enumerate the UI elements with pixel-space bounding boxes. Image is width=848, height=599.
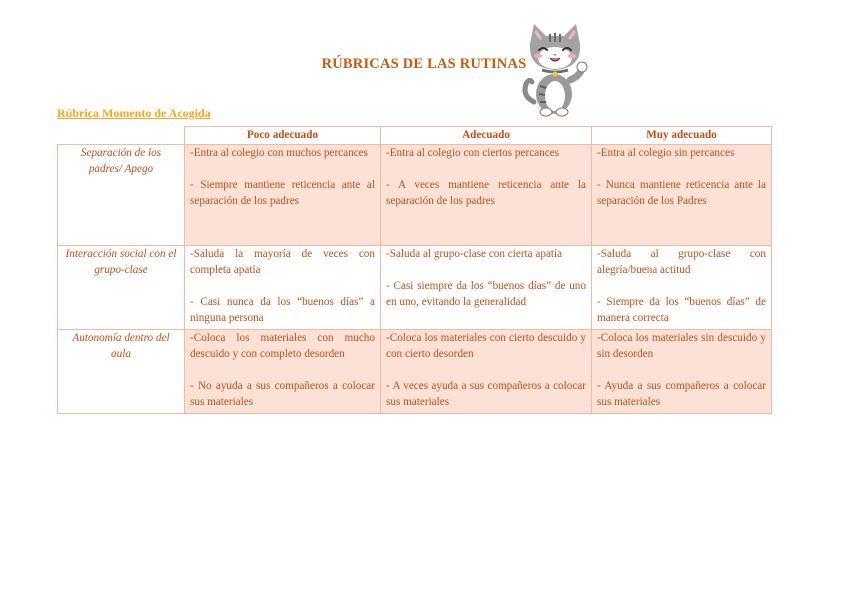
table-cell xyxy=(592,145,772,246)
cell-line: -Saluda al grupo-clase con alegría/buena actitud xyxy=(597,248,766,276)
cell-line: - Casi nunca da los “buenos días” a ninguna persona xyxy=(190,296,375,324)
table-cell xyxy=(592,246,772,330)
table-cell xyxy=(381,330,592,414)
cell-line: -Entra al colegio sin percances xyxy=(597,147,735,159)
criterion-cell: Interacción social con el grupo-clase xyxy=(58,246,185,330)
cell-line: - Siempre da los “buenos días” de manera correcta xyxy=(597,296,766,324)
table-cell xyxy=(185,330,381,414)
table-cell xyxy=(381,145,592,246)
header-muy-adecuado: Muy adecuado xyxy=(592,127,772,145)
cell-line: -Saluda al grupo-clase con cierta apatía xyxy=(386,248,563,260)
cell-line: -Saluda la mayoría de veces con completa apatía xyxy=(190,248,375,276)
cell-line: - A veces ayuda a sus compañeros a colocar sus materiales xyxy=(386,380,586,408)
header-poco-adecuado: Poco adecuado xyxy=(185,127,381,145)
criterion-cell: Autonomía dentro del aula xyxy=(58,330,185,414)
table-row xyxy=(58,246,772,330)
cell-line: - Casi siempre da los “buenos días” de uno en uno, evitando la generalidad xyxy=(386,280,586,308)
table-row xyxy=(58,145,772,246)
section-title: Rúbrica Momento de Acogida xyxy=(57,106,211,120)
table-cell xyxy=(185,145,381,246)
cell-line: -Entra al colegio con muchos percances xyxy=(190,147,368,159)
cell-line: - Ayuda a sus compañeros a colocar sus materiales xyxy=(597,380,766,408)
cell-line: - Siempre mantiene reticencia ante al separación de los padres xyxy=(190,179,375,207)
cell-line: -Coloca los materiales con cierto descuido y con cierto desorden xyxy=(386,332,586,360)
table-cell xyxy=(592,330,772,414)
page-title: RÚBRICAS DE LAS RUTINAS xyxy=(321,56,527,72)
empty-header-cell xyxy=(58,127,185,145)
cell-line: -Coloca los materiales sin descuido y sin desorden xyxy=(597,332,766,360)
criterion-cell: Separación de los padres/ Apego xyxy=(58,145,185,246)
rubric-table xyxy=(57,126,772,414)
cell-line: -Entra al colegio con ciertos percances xyxy=(386,147,560,159)
cell-line: - Nunca mantiene reticencia ante la separación de los Padres xyxy=(597,179,766,207)
cell-line: -Coloca los materiales con mucho descuido y con completo desorden xyxy=(190,332,375,360)
table-cell xyxy=(185,246,381,330)
table-header-row xyxy=(58,127,772,145)
table-row xyxy=(58,330,772,414)
cell-line: - A veces mantiene reticencia ante la separación de los padres xyxy=(386,179,586,207)
table-cell xyxy=(381,246,592,330)
cell-line: - No ayuda a sus compañeros a colocar sus materiales xyxy=(190,380,375,408)
header-adecuado: Adecuado xyxy=(381,127,592,145)
cat-icon xyxy=(520,22,592,118)
